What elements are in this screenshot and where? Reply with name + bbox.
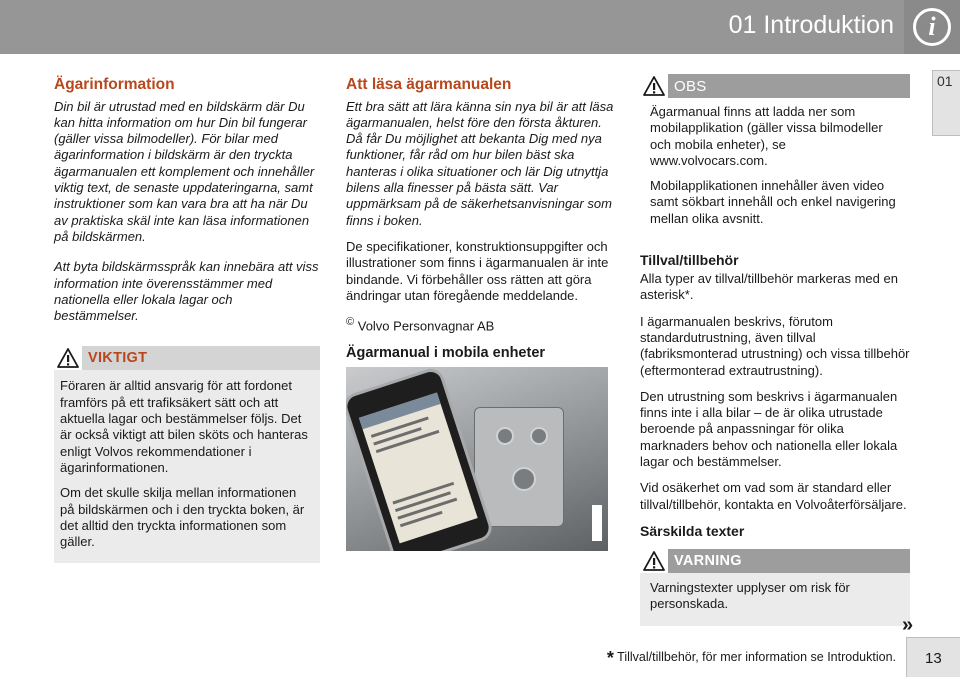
section-heading-owner-info: Ägarinformation (54, 76, 175, 93)
asterisk-symbol: * (606, 648, 614, 668)
exclamation-icon (54, 346, 82, 370)
warning-label: VARNING (674, 552, 742, 569)
note-box (640, 74, 910, 238)
paragraph: Alla typer av tillval/tillbehör markeras med en asterisk*. (640, 271, 898, 303)
chapter-tab-label: 01 (937, 73, 953, 89)
subheading-mobile-manual: Ägarmanual i mobila enheter (346, 344, 546, 361)
paragraph: De specifikationer, konstruktionsuppgifter och illustrationer som finns i ägarmanualen är inte bindande. Vi förbehåller oss rätten att göra ändringar utan föregående meddelande. (346, 238, 609, 303)
copyright-line (346, 314, 614, 335)
paragraph: Mobilapplikationen innehåller även video samt sökbart innehåll och enkel navigering mellan olika avsnitt. (650, 178, 896, 226)
chapter-title: 01 Introduktion (728, 11, 894, 39)
paragraph: Varningstexter upplyser om risk för personskada. (650, 579, 850, 612)
heading-special-texts: Särskilda texter (640, 522, 745, 539)
copyright-symbol: © (346, 316, 355, 329)
section-heading-reading-manual: Att läsa ägarmanualen (346, 76, 512, 93)
copyright-text: Volvo Personvagnar AB (357, 318, 495, 334)
info-icon: i (904, 0, 960, 54)
paragraph: Föraren är alltid ansvarig för att fordonet framförs på ett trafiksäkert sätt och att aktuella lagar och bestämmelser följs. Det är också viktigt att bilen sköts och hanteras enligt Volvos rekommendationer i ägarinformationen. (60, 378, 308, 475)
heading-options-accessories: Tillval/tillbehör (640, 252, 739, 269)
column-3 (640, 74, 910, 626)
footer-note (607, 648, 896, 669)
paragraph: Den utrustning som beskrivs i ägarmanualen finns inte i alla bilar – de är olika utrustade beroende på anpassningar för olika marknaders behov och nationella eller lokala lagar och bestämmelser. (640, 388, 898, 470)
note-box-header (640, 74, 910, 98)
warning-box-body (640, 573, 910, 626)
paragraph: Ett bra sätt att lära känna sin nya bil är att läsa ägarmanualen, helst före den första åkturen. Då får Du möjlighet att bekanta Dig med nya funktioner, får råd om hur bilen bäst ska hanteras i olika situationer och lär Dig utnyttja bilens alla finesser på bästa sätt. Var uppmärksam på de säkerhetsanvisningar som finns i boken. (346, 98, 614, 228)
note-label: OBS (674, 77, 707, 95)
car-phone-illustration (346, 367, 608, 551)
continue-arrows-icon: » (902, 614, 914, 636)
paragraph: Vid osäkerhet om vad som är standard eller tillval/tillbehör, kontakta en Volvoåterförsäljare. (640, 480, 907, 512)
note-box-body (640, 98, 910, 238)
exclamation-icon (640, 549, 668, 573)
paragraph: Om det skulle skilja mellan informationen på bildskärmen och i den tryckta boken, är det alltid den tryckta informationen som gäller. (60, 485, 305, 550)
image-id-stamp (592, 505, 602, 541)
page-number: 13 (925, 650, 942, 667)
important-box (54, 346, 320, 563)
paragraph: I ägarmanualen beskrivs, förutom standardutrustning, även tillval (fabriksmonterad utrustning) och vissa tillbehör (eftermonterad extrautrustning). (640, 313, 910, 378)
important-label: VIKTIGT (88, 350, 148, 367)
paragraph: Att byta bildskärmsspråk kan innebära att viss information inte överensstämmer med nationella eller lokala lagar och bestämmelser. (54, 259, 319, 324)
warning-box (640, 549, 910, 626)
page-number-box (906, 637, 960, 677)
paragraph: Din bil är utrustad med en bildskärm där Du kan hitta information om hur Din bil fungerar (gäller vissa bilmodeller). För bilar med ägarinformation i bildskärm är den tryckta ägarmanualen ett komplement och innehåller viktig text, de senaste uppdateringarna, samt instruktioner som kan vara bra att ha när Du av praktiska skäl inte kan läsa informationen på bildskärmen. (54, 98, 315, 244)
column-1 (54, 74, 320, 563)
important-box-header (54, 346, 320, 370)
warning-box-header (640, 549, 910, 573)
chapter-tab[interactable] (932, 70, 960, 136)
important-box-body (54, 370, 320, 563)
chapter-header (0, 0, 960, 54)
paragraph: Ägarmanual finns att ladda ner som mobilapplikation (gäller vissa bilmodeller och mobila enheter), se www.volvocars.com. (650, 104, 883, 168)
exclamation-icon (640, 74, 668, 98)
footer-note-text: Tillval/tillbehör, för mer information se Introduktion. (617, 650, 896, 664)
column-2 (346, 74, 614, 551)
